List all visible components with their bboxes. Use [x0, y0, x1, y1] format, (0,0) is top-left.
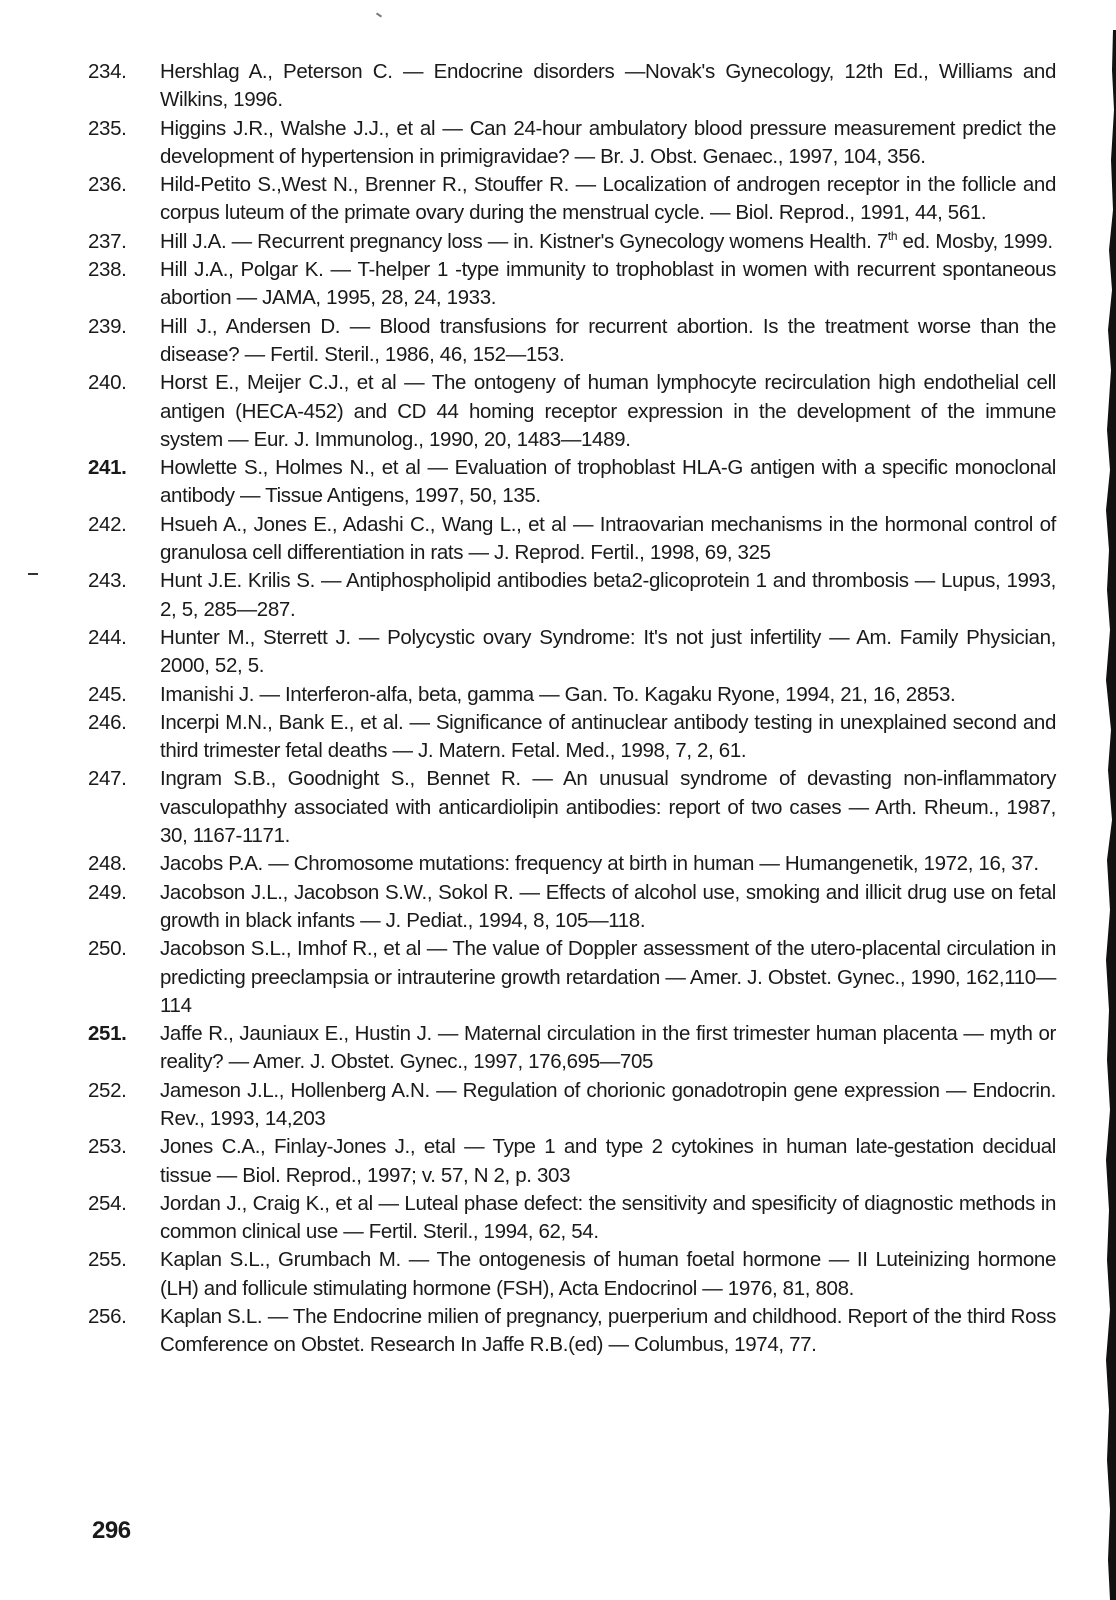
scan-edge-shadow	[1094, 30, 1116, 1600]
reference-text: Hunter M., Sterrett J. — Polycystic ovary Syndrome: It's not just infertility — Am. Family Physician, 2000, 52, 5.	[160, 625, 1056, 678]
reference-number: 245.	[88, 682, 127, 706]
reference-text-continued: ed. Mosby, 1999.	[897, 229, 1053, 253]
reference-entry	[88, 1077, 1056, 1134]
reference-text: Incerpi M.N., Bank E., et al. — Significance of antinuclear antibody testing in unexplained second and third trimester fetal deaths — J. Matern. Fetal. Med., 1998, 7, 2, 61.	[160, 710, 1056, 763]
reference-number: 246.	[88, 710, 127, 734]
reference-text: Higgins J.R., Walshe J.J., et al — Can 24-hour ambulatory blood pressure measurement predict the development of hypertension in primigravidae? — Br. J. Obst. Genaec., 1997, 104, 356.	[160, 116, 1056, 168]
reference-number: 243.	[88, 569, 127, 593]
reference-entry	[88, 313, 1056, 370]
reference-entry	[88, 1246, 1056, 1303]
reference-entry	[88, 765, 1056, 850]
reference-text: Jacobs P.A. — Chromosome mutations: frequency at birth in human — Humangenetik, 1972, 16, 37.	[160, 852, 1039, 876]
reference-text: Ingram S.B., Goodnight S., Bennet R. — An unusual syndrome of devasting non-inflammatory vasculopathhy associated with anticardiolipin antibodies: report of two cases — Arth. Rheum., 1987, 30, 1167-1171.	[160, 767, 1056, 848]
reference-entry	[88, 511, 1056, 568]
reference-entry	[88, 369, 1056, 454]
reference-entry	[88, 1190, 1056, 1247]
reference-text: Jaffe R., Jauniaux E., Hustin J. — Maternal circulation in the first trimester human placenta — myth or reality? — Amer. J. Obstet. Gynec., 1997, 176,695—705	[160, 1022, 1056, 1074]
reference-entry	[88, 681, 1056, 709]
reference-text: Howlette S., Holmes N., et al — Evaluation of trophoblast HLA-G antigen with a specific monoclonal antibody — Tissue Antigens, 1997, 50, 135.	[160, 456, 1056, 508]
reference-number: 256.	[88, 1305, 127, 1329]
reference-entry	[88, 1303, 1056, 1360]
reference-entry	[88, 171, 1056, 228]
reference-text: Imanishi J. — Interferon-alfa, beta, gamma — Gan. To. Kagaku Ryone, 1994, 21, 16, 2853.	[160, 682, 956, 706]
reference-text: Kaplan S.L., Grumbach M. — The ontogenesis of human foetal hormone — II Luteinizing hormone (LH) and follicule stimulating hormone (FSH), Acta Endocrinol — 1976, 81, 808.	[160, 1248, 1056, 1300]
reference-text: Hershlag A., Peterson C. — Endocrine disorders —Novak's Gynecology, 12th Ed., Williams and Wilkins, 1996.	[160, 60, 1056, 112]
reference-entry	[88, 115, 1056, 172]
reference-number: 238.	[88, 258, 127, 282]
reference-number: 247.	[88, 767, 127, 791]
reference-number: 251.	[88, 1022, 127, 1046]
reference-number: 235.	[88, 116, 127, 140]
reference-number: 244.	[88, 625, 127, 649]
reference-entry	[88, 624, 1056, 681]
reference-text: Jordan J., Craig K., et al — Luteal phase defect: the sensitivity and spesificity of diagnostic methods in common clinical use — Fertil. Steril., 1994, 62, 54.	[160, 1191, 1056, 1244]
reference-text: Hill J., Andersen D. — Blood transfusions for recurrent abortion. Is the treatment worse than the disease? — Fertil. Steril., 1986, 46, 152—153.	[160, 314, 1056, 366]
reference-number: 242.	[88, 512, 127, 536]
scan-margin-mark	[28, 573, 38, 575]
reference-text: Jacobson J.L., Jacobson S.W., Sokol R. — Effects of alcohol use, smoking and illicit drug use on fetal growth in black infants — J. Pediat., 1994, 8, 105—118.	[160, 880, 1056, 932]
reference-number: 250.	[88, 937, 127, 961]
reference-entry	[88, 709, 1056, 766]
page-number: 296	[92, 1517, 131, 1544]
reference-text: Hild-Petito S.,West N., Brenner R., Stouffer R. — Localization of androgen receptor in the follicle and corpus luteum of the primate ovary during the menstrual cycle. — Biol. Reprod., 1991, 44, 561.	[160, 173, 1056, 225]
reference-number: 252.	[88, 1078, 127, 1102]
reference-text: Jones C.A., Finlay-Jones J., etal — Type 1 and type 2 cytokines in human late-gestation decidual tissue — Biol. Reprod., 1997; v. 57, N 2, p. 303	[160, 1135, 1056, 1187]
reference-text: Hill J.A. — Recurrent pregnancy loss — in. Kistner's Gynecology womens Health. 7	[160, 229, 888, 253]
reference-entry	[88, 850, 1056, 878]
reference-number: 253.	[88, 1135, 127, 1159]
reference-number: 241.	[88, 456, 127, 480]
reference-entry	[88, 454, 1056, 511]
edition-superscript: th	[887, 228, 898, 243]
reference-number: 237.	[88, 229, 127, 253]
reference-text: Jacobson S.L., Imhof R., et al — The value of Doppler assessment of the utero-placental circulation in predicting preeclampsia or intrauterine growth retardation — Amer. J. Obstet. Gynec., 1990, 162,110—114	[160, 937, 1056, 1017]
reference-number: 239.	[88, 314, 127, 338]
reference-text: Horst E., Meijer C.J., et al — The ontogeny of human lymphocyte recirculation high endothelial cell antigen (HECA-452) and CD 44 homing receptor expression in the development of the immune system — Eur. J. Immunolog., 1990, 20, 1483—1489.	[160, 371, 1056, 451]
reference-entry	[88, 1020, 1056, 1077]
reference-number: 234.	[88, 60, 127, 83]
reference-entry	[88, 935, 1056, 1020]
reference-number: 248.	[88, 852, 127, 876]
reference-number: 240.	[88, 371, 127, 395]
reference-entry	[88, 228, 1056, 256]
reference-text: Hsueh A., Jones E., Adashi C., Wang L., et al — Intraovarian mechanisms in the hormonal control of granulosa cell differentiation in rats — J. Reprod. Fertil., 1998, 69, 325	[160, 512, 1056, 565]
reference-list	[88, 58, 1056, 1360]
scan-speck	[376, 12, 382, 17]
reference-text: Kaplan S.L. — The Endocrine milien of pregnancy, puerperium and childhood. Report of the third Ross Comference on Obstet. Research In Jaffe R.B.(ed) — Columbus, 1974, 77.	[160, 1305, 1056, 1357]
reference-number: 254.	[88, 1191, 127, 1215]
reference-entry	[88, 1133, 1056, 1190]
reference-entry	[88, 58, 1056, 115]
reference-number: 236.	[88, 173, 127, 197]
reference-text: Jameson J.L., Hollenberg A.N. — Regulation of chorionic gonadotropin gene expression — Endocrin. Rev., 1993, 14,203	[160, 1078, 1056, 1130]
reference-text: Hill J.A., Polgar K. — T-helper 1 -type immunity to trophoblast in women with recurrent spontaneous abortion — JAMA, 1995, 28, 24, 1933.	[160, 258, 1056, 310]
reference-text: Hunt J.E. Krilis S. — Antiphospholipid antibodies beta2-glicoprotein 1 and thrombosis — Lupus, 1993, 2, 5, 285—287.	[160, 569, 1056, 621]
reference-entry	[88, 256, 1056, 313]
reference-entry	[88, 567, 1056, 624]
reference-entry	[88, 879, 1056, 936]
reference-number: 255.	[88, 1248, 127, 1272]
reference-number: 249.	[88, 880, 127, 904]
